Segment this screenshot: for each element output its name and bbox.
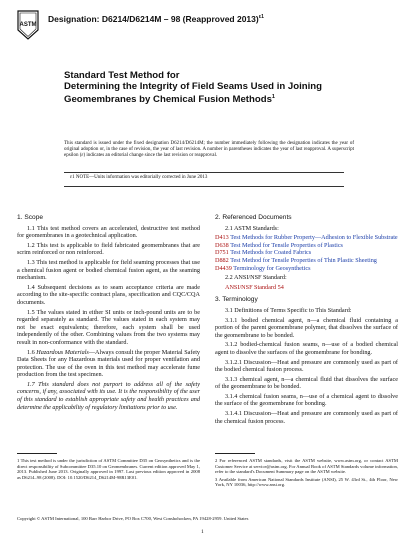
reference-title[interactable]: Test Method for Tensile Properties of Thin Plastic Sheeting (230, 256, 377, 264)
document-title (64, 70, 364, 105)
definition-3-1-2: 3.1.2 bodied-chemical fusion seams, n—use of a bodied chemical agent to dissolve the surfaces of the geomembrane for bonding. (215, 341, 398, 356)
ansi-subheading: 2.2 ANSI/NSF Standard: (225, 274, 287, 282)
reference-title[interactable]: Test Methods for Rubber Property—Adhesion to Flexible Substrate (230, 234, 398, 242)
terminology-heading: 3. Terminology (215, 296, 258, 304)
paragraph-1-6 (17, 349, 200, 379)
page-number: 1 (201, 529, 204, 535)
reference-title[interactable]: Test Methods for Coated Fabrics (230, 249, 312, 257)
ansi-standard-link[interactable]: ANSI/NSF Standard 54 (225, 283, 284, 291)
paragraph-1-6-label: 1.6 (27, 348, 35, 356)
footnote-rule-right (215, 453, 255, 454)
title-line-3: Geomembranes by Chemical Fusion Methods (64, 94, 272, 106)
footnotes-right (215, 458, 398, 488)
paragraph-1-5: 1.5 The values stated in either SI units or inch-pound units are to be regarded separately as standard. The values stated in each system may not be exact equivalents; therefore, each system shall be used independently of the other. Combining values from the two systems may result in non-conformance with the standard. (17, 308, 200, 346)
reference-code[interactable]: D4439 (215, 264, 232, 272)
reference-item[interactable] (215, 242, 398, 250)
footnote-2: 2 For referenced ASTM standards, visit the ASTM website, www.astm.org, or contact ASTM Customer Service at service@astm.org. For Annual Book of ASTM Standards volume information, refer to the standard's Document Summary page on the ASTM website. (215, 458, 398, 475)
paragraph-1-7: 1.7 This standard does not purport to address all of the safety concerns, if any, associated with its use. It is the responsibility of the user of this standard to establish appropriate safety and health practices and determine the applicability of regulatory limitations prior to use. (17, 380, 200, 411)
reference-title[interactable]: Test Method for Tensile Properties of Plastics (230, 241, 343, 249)
title-line-2: Determining the Integrity of Field Seams Used in Joining (64, 81, 323, 92)
astm-standards-subheading: 2.1 ASTM Standards: (225, 224, 279, 232)
designation-prefix: Designation: (48, 14, 100, 24)
paragraph-1-2: 1.2 This test is applicable to field fabricated geomembranes that are scrim reinforced or non reinforced. (17, 241, 200, 257)
left-column (17, 214, 200, 413)
referenced-documents-heading: 2. Referenced Documents (215, 214, 292, 221)
title-line-1: Standard Test Method for (64, 70, 180, 81)
definition-3-1-1: 3.1.1 bodied chemical agent, n—a chemical fluid containing a portion of the parent geomembrane polymer, that dissolves the surface of the geomembrane to be bonded. (215, 316, 398, 339)
reference-code[interactable]: D882 (215, 256, 229, 264)
designation-line (48, 14, 264, 24)
hazardous-materials-term: Hazardous Materials (36, 348, 89, 356)
astm-logo-icon (16, 10, 40, 40)
reference-item[interactable] (215, 249, 398, 257)
reference-item[interactable] (215, 234, 398, 242)
footnote-3: 3 Available from American National Standards Institute (ANSI), 25 W. 43rd St., 4th Floor, New York, NY 10036, http://www.ansi.org. (215, 476, 398, 488)
paragraph-1-6-body: —Always consult the proper Material Safety Data Sheets for any Hazardous materials used for proper ventilation and protection. The use of the oven in this test method may accelerate fume production from the test specimen. (17, 348, 201, 379)
reference-code[interactable]: D751 (215, 249, 229, 257)
footnote-rule-left (17, 453, 57, 454)
title-footnote-mark: 1 (271, 94, 275, 100)
reference-item[interactable] (215, 257, 398, 265)
paragraph-1-4: 1.4 Subsequent decisions as to seam acceptance criteria are made according to the site-specific contract plans, specification and CQC/CQA documents. (17, 283, 200, 306)
designation-code: D6214/D6214M – 98 (Reapproved 2013) (101, 14, 259, 24)
reference-code[interactable]: D413 (215, 234, 229, 242)
paragraph-1-1: 1.1 This test method covers an accelerated, destructive test method for geomembranes in a geotechnical application. (17, 224, 200, 240)
reference-item[interactable] (215, 265, 398, 273)
right-column (215, 214, 398, 427)
discussion-3-1-2-1: 3.1.2.1 Discussion—Heat and pressure are commonly used as part of the bodied chemical fusion process. (215, 358, 398, 374)
paragraph-1-3: 1.3 This test method is applicable for field seaming processes that use a chemical fusion agent or bodied chemical fusion agent, as the seaming mechanism. (17, 258, 200, 282)
scope-heading: 1. Scope (17, 214, 44, 221)
definition-3-1-3: 3.1.3 chemical agent, n—a chemical fluid that dissolves the surface of the geomembrane to be bonded. (215, 375, 398, 391)
editorial-note: ε1 NOTE—Units information was editorially corrected in June 2013 (70, 175, 208, 180)
discussion-3-1-4-1: 3.1.4.1 Discussion—Heat and pressure are commonly used as part of the chemical fusion process. (215, 410, 398, 425)
copyright-line: Copyright © ASTM International, 100 Barr Harbor Drive, PO Box C700, West Conshohocken, PA 19428-2959. United States (17, 516, 249, 521)
definition-3-1: 3.1 Definitions of Terms Specific to This Standard: (225, 306, 352, 314)
reference-code[interactable]: D638 (215, 241, 229, 249)
standard-note: This standard is issued under the fixed designation D6214/D6214M; the number immediately following the designation indicates the year of original adoption or, in the case of revision, the year of last revision. A number in parentheses indicates the year of last reapproval. A superscript epsilon (ε) indicates an editorial change since the last revision or reapproval. (64, 141, 354, 158)
footnote-1: 1 This test method is under the jurisdiction of ASTM Committee D35 on Geosynthetics and is the direct responsibility of Subcommittee D35.10 on Geomembranes. Current edition approved May 1, 2013. Published June 2013. Originally approved in 1997. Last previous edition approved in 2008 as D6214–98 (2008). DOI: 10.1520/D6214_D6214M-98R13E01. (17, 458, 200, 480)
epsilon-mark: ε1 (258, 14, 264, 21)
reference-title[interactable]: Terminology for Geosynthetics (233, 264, 311, 272)
definition-3-1-4: 3.1.4 chemical fusion seams, n—use of a chemical agent to dissolve the surface of the geomembrane for bonding. (215, 392, 398, 408)
svg-text:ASTM: ASTM (19, 22, 37, 28)
